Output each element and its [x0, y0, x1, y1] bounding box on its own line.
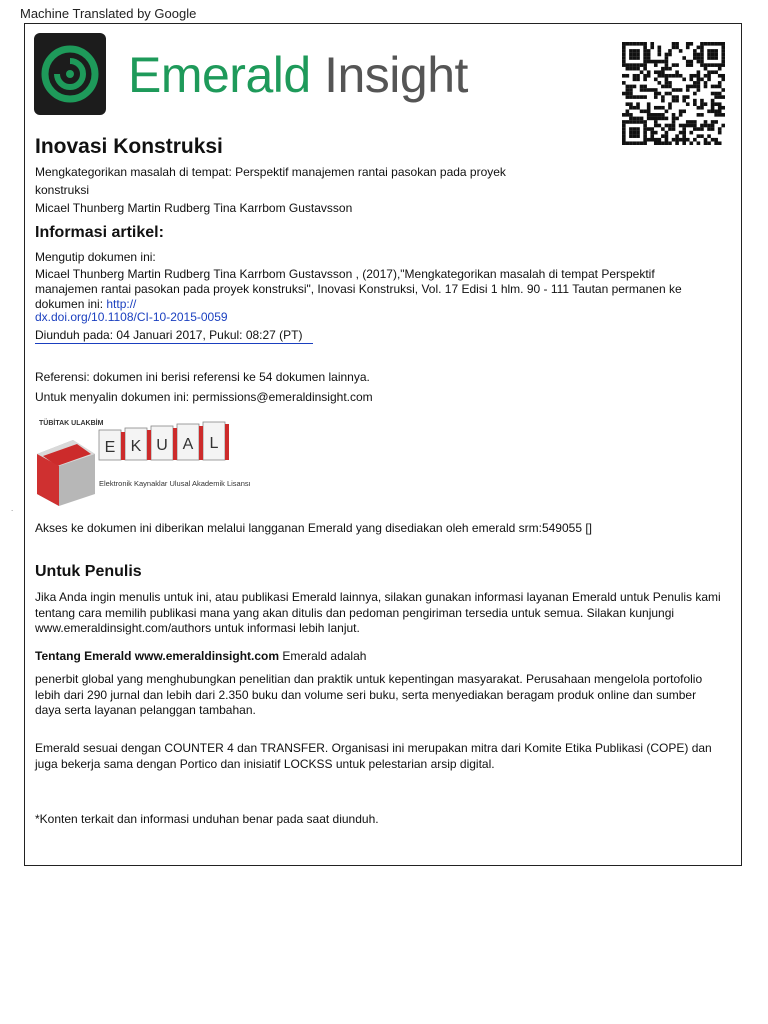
citation-line1: Micael Thunberg Martin Rudberg Tina Karrbom Gustavsson , (2017),"Mengkategorikan masalah di tempat Perspektif — [35, 267, 655, 281]
ekual-logo — [33, 414, 253, 509]
side-dot: . — [11, 504, 14, 513]
ekual-letter-l: L — [209, 435, 219, 452]
footnote: *Konten terkait dan informasi unduhan benar pada saat diunduh. — [35, 812, 379, 826]
article-title-line2: konstruksi — [35, 183, 90, 197]
info-heading: Informasi artikel: — [35, 224, 164, 241]
ekual-letter-u: U — [156, 437, 168, 454]
wordmark-insight: Insight — [324, 47, 468, 103]
counter-paragraph: Emerald sesuai dengan COUNTER 4 dan TRANSFER. Organisasi ini merupakan mitra dari Komite Etika Publikasi (COPE) dan juga bekerja sama dengan Portico dan inisiatif LOCKSS untuk pelestarian arsip digital. — [35, 741, 712, 771]
emerald-logo-icon — [34, 33, 106, 115]
machine-translated-note: Machine Translated by Google — [20, 6, 197, 21]
wordmark-emerald: Emerald — [128, 47, 311, 103]
about-paragraph: penerbit global yang menghubungkan penelitian dan praktik untuk kepentingan masyarakat. Perusahaan mengelola portofolio lebih dari 290 jurnal dan lebih dari 2.350 buku dan volume seri buku, serta menyediakan beragam produk online dan sumber daya serta layanan pelanggan tambahan. — [35, 672, 703, 717]
document-frame — [24, 23, 742, 866]
authors-paragraph: Jika Anda ingin menulis untuk ini, atau publikasi Emerald lainnya, silakan gunakan informasi layanan Emerald untuk Penulis kami tentang cara memilih publikasi mana yang akan ditulis dan pedoman pengiriman tersedia untuk semua. Silakan kunjungi www.emeraldinsight.com/authors untuk informasi lebih lanjut. — [35, 590, 721, 635]
citation-prefix: dokumen ini: — [35, 297, 107, 311]
doi-link[interactable]: dx.doi.org/10.1108/CI-10-2015-0059 — [35, 310, 228, 324]
ekual-subtitle: Elektronik Kaynaklar Ulusal Akademik Lisansı — [99, 479, 251, 488]
about-emerald-line — [35, 648, 366, 665]
about-emerald-bold: Tentang Emerald www.emeraldinsight.com — [35, 649, 280, 663]
ekual-letter-k: K — [130, 438, 142, 455]
about-emerald-rest: Emerald adalah — [279, 649, 367, 663]
authors-heading: Untuk Penulis — [35, 563, 142, 580]
citation-link-http[interactable]: http:// — [106, 297, 137, 311]
copy-permissions: Untuk menyalin dokumen ini: permissions@emeraldinsight.com — [35, 390, 373, 404]
ekual-top-label: TÜBİTAK ULAKBİM — [39, 420, 104, 427]
article-title-line1: Mengkategorikan masalah di tempat: Perspektif manajemen rantai pasokan pada proyek — [35, 165, 506, 179]
authors: Micael Thunberg Martin Rudberg Tina Karrbom Gustavsson — [35, 201, 353, 215]
cite-label: Mengutip dokumen ini: — [35, 250, 156, 264]
qr-code-icon — [622, 42, 725, 145]
references-note: Referensi: dokumen ini berisi referensi ke 54 dokumen lainnya. — [35, 370, 370, 384]
journal-title: Inovasi Konstruksi — [35, 135, 223, 158]
access-note: Akses ke dokumen ini diberikan melalui langganan Emerald yang disediakan oleh emerald srm:549055 [] — [35, 521, 592, 535]
ekual-letter-e: E — [104, 439, 116, 456]
downloaded-date: Diunduh pada: 04 Januari 2017, Pukul: 08:27 (PT) — [35, 328, 313, 344]
emerald-insight-wordmark — [128, 46, 468, 104]
citation-line2: manajemen rantai pasokan pada proyek konstruksi", Inovasi Konstruksi, Vol. 17 Edisi 1 hlm. 90 - 111 Tautan permanen ke — [35, 282, 682, 296]
ekual-letter-a: A — [182, 436, 194, 453]
